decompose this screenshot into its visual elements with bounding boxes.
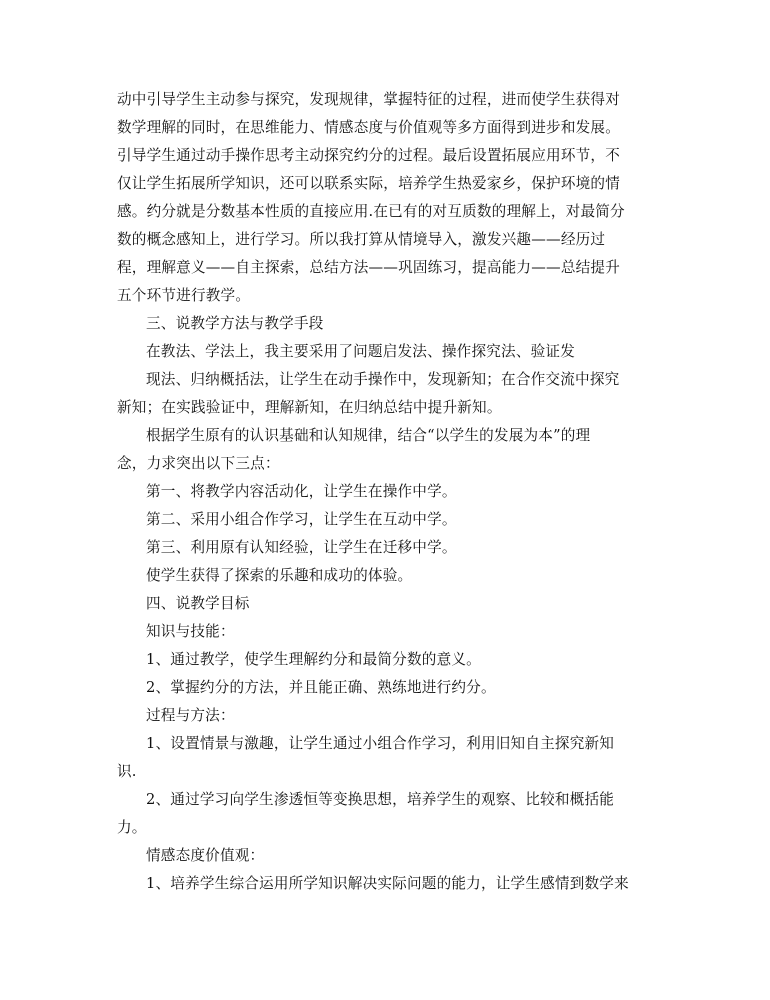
section-heading: 四、说教学目标: [146, 595, 250, 612]
text-line: 引导学生通过动手操作思考主动探究约分的过程。最后设置拓展应用环节，不: [117, 147, 620, 164]
text-line: 数的概念感知上，进行学习。所以我打算从情境导入，激发兴趣——经历过: [117, 231, 606, 248]
text-line: 现法、归纳概括法，让学生在动手操作中，发现新知；在合作交流中探究: [146, 371, 620, 388]
text-line: 动中引导学生主动参与探究，发现规律，掌握特征的过程，进而使学生获得对: [117, 91, 620, 108]
list-item: 第三、利用原有认知经验，让学生在迁移中学。: [146, 539, 457, 556]
subheading: 知识与技能：: [146, 623, 235, 640]
text-line: 数学理解的同时，在思维能力、情感态度与价值观等多方面得到进步和发展。: [117, 119, 620, 136]
list-item: 1、通过教学，使学生理解约分和最简分数的意义。: [146, 651, 481, 668]
text-line: 识.: [117, 763, 137, 780]
text-line: 新知；在实践验证中，理解新知，在归纳总结中提升新知。: [117, 399, 502, 416]
text-line: 感。约分就是分数基本性质的直接应用.在已有的对互质数的理解上，对最简分: [117, 203, 625, 220]
text-line: 念，力求突出以下三点：: [117, 455, 280, 472]
list-item: 第二、采用小组合作学习，让学生在互动中学。: [146, 511, 457, 528]
section-heading: 三、说教学方法与教学手段: [146, 315, 324, 332]
subheading: 情感态度价值观：: [146, 847, 265, 864]
list-item: 1、培养学生综合运用所学知识解决实际问题的能力，让学生感情到数学来: [146, 875, 629, 892]
list-item: 2、通过学习向学生渗透恒等变换思想，培养学生的观察、比较和概括能: [146, 791, 615, 808]
text-line: 使学生获得了探索的乐趣和成功的体验。: [146, 567, 413, 584]
text-line: 仅让学生拓展所学知识，还可以联系实际，培养学生热爱家乡，保护环境的情: [117, 175, 620, 192]
list-item: 1、设置情景与激趣，让学生通过小组合作学习，利用旧知自主探究新知: [146, 735, 615, 752]
text-line: 程，理解意义——自主探索，总结方法——巩固练习，提高能力——总结提升: [117, 259, 620, 276]
subheading: 过程与方法：: [146, 707, 235, 724]
list-item: 第一、将教学内容活动化，让学生在操作中学。: [146, 483, 457, 500]
text-line: 力。: [117, 819, 147, 836]
text-line: 在教法、学法上，我主要采用了问题启发法、操作探究法、验证发: [146, 343, 576, 360]
text-line: 五个环节进行教学。: [117, 287, 251, 304]
list-item: 2、掌握约分的方法，并且能正确、熟练地进行约分。: [146, 679, 496, 696]
text-line: 根据学生原有的认识基础和认知规律，结合“以学生的发展为本”的理: [146, 427, 591, 444]
